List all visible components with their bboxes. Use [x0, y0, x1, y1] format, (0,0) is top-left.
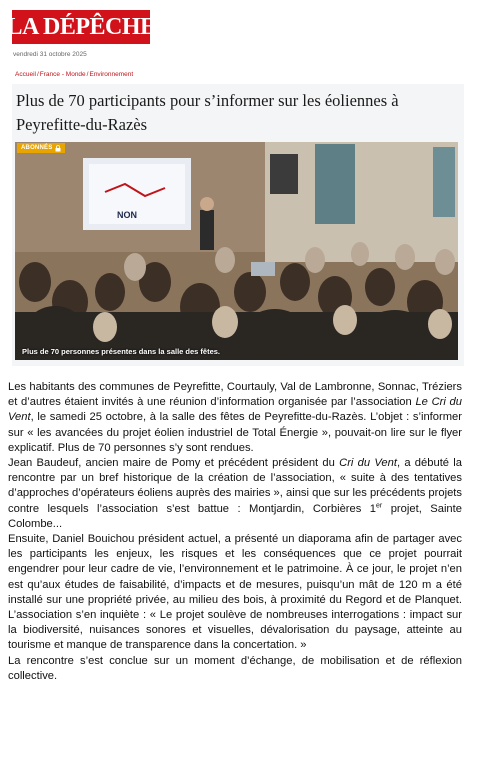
badge-label: ABONNÉS [21, 145, 53, 151]
meeting-photo-illustration [15, 142, 458, 360]
photo-caption: Plus de 70 personnes présentes dans la salle des fêtes. [22, 347, 221, 356]
association-name: Le Cri du Vent [8, 396, 462, 424]
subscribers-badge [17, 143, 65, 153]
breadcrumb-separator: / [36, 71, 39, 78]
slide-text: NON [117, 210, 137, 220]
article-headline: Plus de 70 participants pour s’informer sur les éoliennes à Peyrefitte-du-Razès [16, 91, 399, 134]
breadcrumb-item-france-monde[interactable]: France - Monde [39, 71, 86, 78]
breadcrumb [15, 71, 133, 78]
breadcrumb-separator: / [86, 71, 89, 78]
article-paragraph: Jean Baudeuf, ancien maire de Pomy et précédent président du Cri du Vent, a débuté la rencontre par un bref historique de la création de l’association, « suite à des tentatives d’approches d’opérateurs éoliens auprès des mairies », ainsi que sur les précédents projets contre lesquels l’association s’est battue : Montjardin, Corbières 1er projet, Sainte Colombe... [8, 457, 462, 530]
publication-date: vendredi 31 octobre 2025 [13, 51, 87, 58]
article-photo[interactable] [15, 142, 458, 360]
newspaper-logo[interactable] [6, 10, 156, 44]
article-body [8, 380, 462, 684]
breadcrumb-item-home[interactable]: Accueil [15, 71, 36, 78]
association-name: Cri du Vent [339, 457, 397, 470]
breadcrumb-item-environnement[interactable]: Environnement [89, 71, 134, 78]
lock-icon [55, 145, 61, 152]
article-paragraph: La rencontre s’est conclue sur un moment d’échange, de mobilisation et de réflexion collective. [8, 654, 462, 682]
article-paragraph: Ensuite, Daniel Bouichou président actuel, a présenté un diaporama afin de partager avec les participants les enjeux, les risques et les conséquences que ce projet pourrait engendrer pour leur cadre de vie, l’environnement et le patrimoine. À ce jour, le projet n’en est qu’aux études de faisabilité, d’impacts et de mesures, puisqu’un mât de 120 m a été installé sur une propriété privée, au milieu des bois, à proximité du Regord et de Planquet. L’association s’en inquiète : « Le projet soulève de nombreuses interrogations : impact sur la biodiversité, nuisances sonores et visuelles, dévalorisation du paysage, atteinte au tourisme et manque de transparence dans la concertation. » [8, 533, 462, 652]
logo-text: LA DÉPÊCHE [6, 13, 156, 40]
article-paragraph: Les habitants des communes de Peyrefitte, Courtauly, Val de Lambronne, Sonnac, Tréziers et d’autres étaient invités à une réunion d’information organisée par l’association Le Cri du Vent, le samedi 25 octobre, à la salle des fêtes de Peyrefitte-du-Razès. L’objet : s’informer sur « les avancées du projet éolien industriel de Total Énergie », pouvait-on lire sur le flyer explicatif. Plus de 70 personnes s’y sont rendues. [8, 381, 462, 454]
